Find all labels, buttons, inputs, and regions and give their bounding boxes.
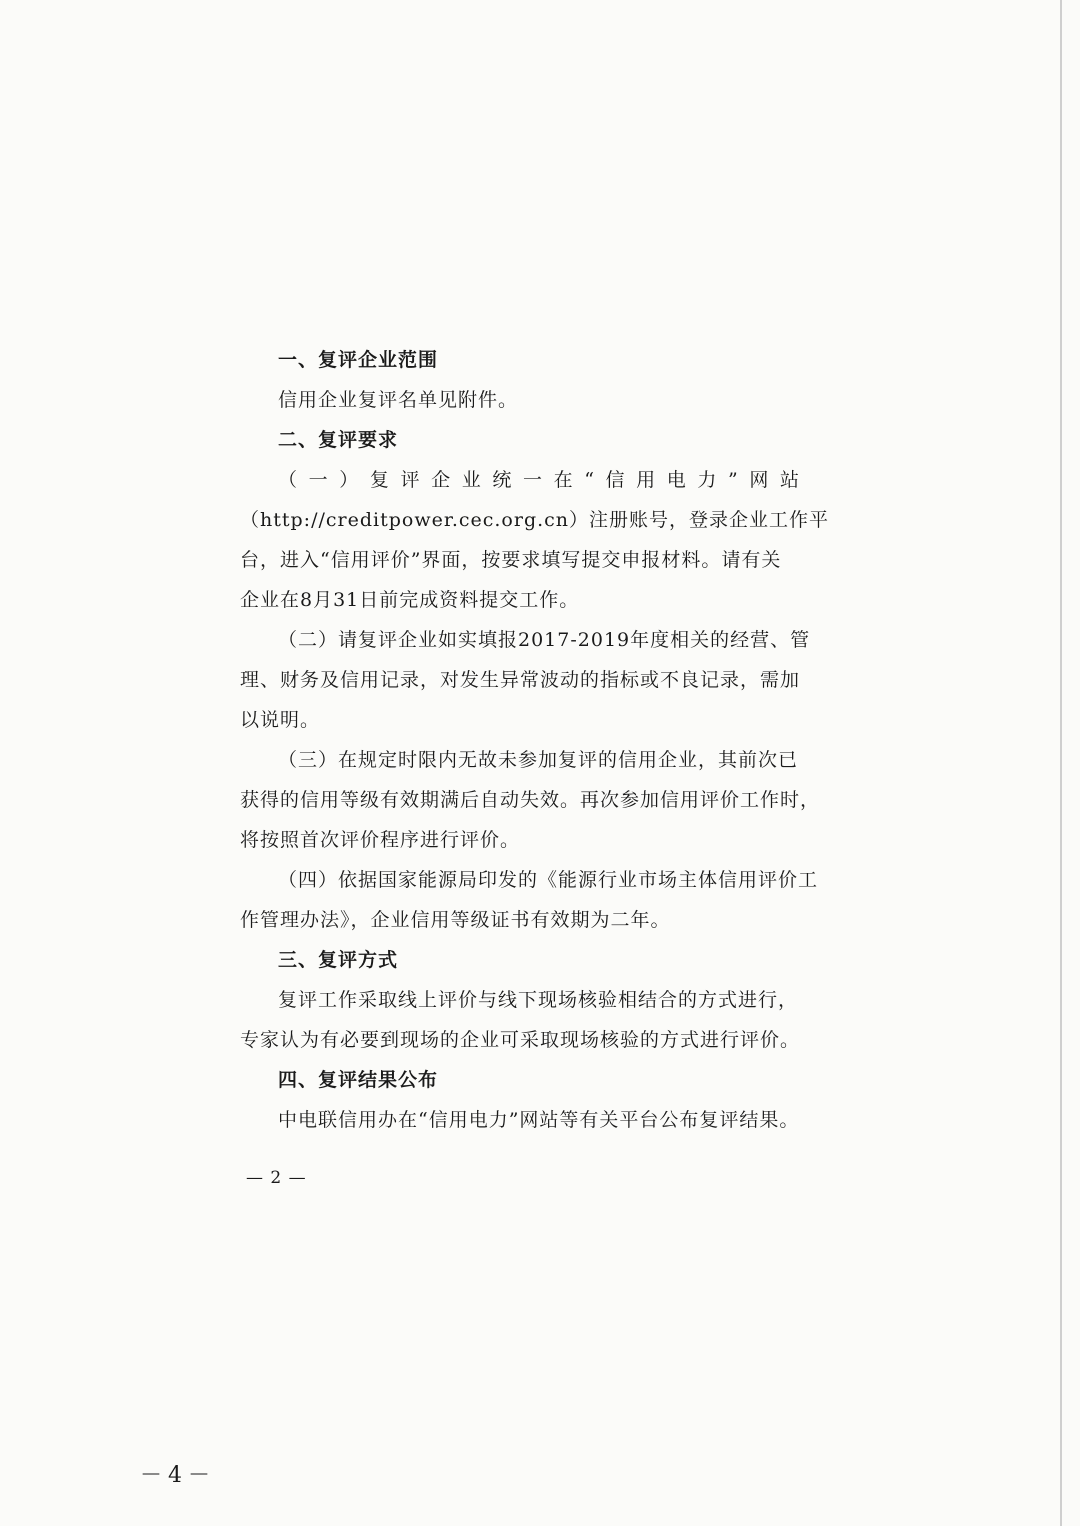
item2-line3: 以说明。 <box>240 709 321 731</box>
outer-page-number: －4－ <box>140 1463 216 1488</box>
section2-heading: 二、复评要求 <box>278 429 399 451</box>
item2-line1: （二）请复评企业如实填报2017-2019年度相关的经营、管 <box>278 629 811 651</box>
section3-heading: 三、复评方式 <box>278 949 399 971</box>
item2-line2: 理、财务及信用记录，对发生异常波动的指标或不良记录，需加 <box>240 669 801 691</box>
item3-line3: 将按照首次评价程序进行评价。 <box>240 829 521 851</box>
scan-edge-line <box>1060 0 1062 1526</box>
item3-line2: 获得的信用等级有效期满后自动失效。再次参加信用评价工作时， <box>240 789 821 811</box>
section1-text: 信用企业复评名单见附件。 <box>278 389 519 411</box>
section3-line2: 专家认为有必要到现场的企业可采取现场核验的方式进行评价。 <box>240 1029 801 1051</box>
item1-line4: 企业在8月31日前完成资料提交工作。 <box>240 589 580 611</box>
item4-line1: （四）依据国家能源局印发的《能源行业市场主体信用评价工 <box>278 869 819 891</box>
section4-heading: 四、复评结果公布 <box>278 1069 439 1091</box>
document-body <box>240 340 830 1140</box>
section1-heading: 一、复评企业范围 <box>278 349 439 371</box>
item4-line2: 作管理办法》，企业信用等级证书有效期为二年。 <box>240 909 671 931</box>
item1-line1: （一）复评企业统一在“信用电力”网站 <box>278 469 800 491</box>
inner-page-number: — 2 — <box>246 1168 307 1188</box>
item3-line1: （三）在规定时限内无故未参加复评的信用企业，其前次已 <box>278 749 799 771</box>
item1-line3: 台，进入“信用评价”界面，按要求填写提交申报材料。请有关 <box>240 549 782 571</box>
section3-line1: 复评工作采取线上评价与线下现场核验相结合的方式进行， <box>278 989 799 1011</box>
section4-line1: 中电联信用办在“信用电力”网站等有关平台公布复评结果。 <box>278 1109 800 1131</box>
item1-line2: （http://creditpower.cec.org.cn）注册账号，登录企业工作平 <box>240 509 830 531</box>
